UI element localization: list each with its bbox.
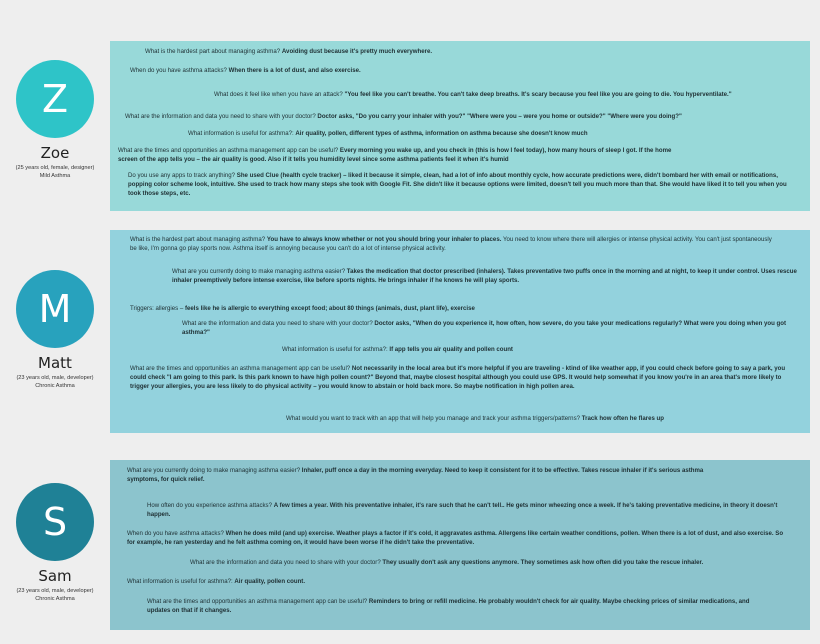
qa-item: What are the times and opportunities an asthma management app can be useful? Every morning you wake up, and you check in (this is how I feel today), how many hours of sleep I got. If the home screen of the app tells you – the air quality is good. Also if it tells you humidity level since some asthma patients feel it when it's humid — [118, 147, 672, 163]
persona-name: Sam — [38, 567, 72, 585]
qa-item: What would you want to track with an app that will help you manage and track your asthma triggers/patterns? Track how often he flares up — [286, 415, 665, 422]
persona-name: Matt — [38, 354, 72, 372]
qa-item: What are you currently doing to make managing asthma easier? Takes the medication that doctor prescribed (inhalers). Takes preventative two puffs once in the morning and at night, to keep it under control. Uses rescue inhaler preemptively before intense exercise, like before sports nights. He brings inhaler if he knows he will play sports. — [172, 268, 797, 284]
avatar: M — [16, 270, 94, 348]
interview-panel-sam — [110, 460, 810, 630]
persona-condition: Chronic Asthma — [35, 382, 75, 389]
persona-description: (25 years old, female, designer) — [15, 165, 95, 171]
qa-item: What information is useful for asthma?: Air quality, pollen, different types of asthma, information on asthma because she doesn't know much — [188, 130, 588, 137]
persona-name: Zoe — [40, 144, 70, 162]
persona-card-matt — [0, 270, 110, 390]
avatar: S — [16, 483, 94, 561]
persona-card-sam — [0, 483, 110, 603]
persona-card-zoe — [0, 60, 110, 180]
qa-item: What are the information and data you need to share with your doctor? Doctor asks, "Do you carry your inhaler with you?" "Where were you – were you home or outside?" "Where were you doing?" — [125, 113, 682, 120]
qa-item: Do you use any apps to track anything? She used Clue (health cycle tracker) – liked it because it simple, clean, had a lot of info about monthly cycle, how accurate predictions were, didn't bombard her with email or notifications, popping color scheme look, intuitive. She used to track how many steps she took with Google Fit. She didn't like it because options were limited, doesn't tell you much more than that. She would have liked it to tell you when you took those steps, etc. — [128, 172, 787, 197]
qa-item: When do you have asthma attacks? When he does mild (and up) exercise. Weather plays a factor if it's cold, it aggravates asthma. Allergens like certain weather conditions, pollen. When there is a lot of dust, and also exercise. So for example, he ran yesterday and he felt asthma coming on, it would have been worse if he didn't take the preventative. — [127, 530, 784, 546]
persona-description: (23 years old, male, developer) — [16, 375, 94, 381]
interview-panel-zoe — [110, 41, 810, 211]
persona-condition: Mild Asthma — [39, 172, 71, 179]
qa-item: What are you currently doing to make managing asthma easier? Inhaler, puff once a day in the morning everyday. Need to keep it consistent for it to be effective. Takes rescue inhaler if it's serious asthma symptoms, for quick relief. — [127, 467, 704, 483]
qa-item: How often do you experience asthma attacks? A few times a year. With his preventative inhaler, it's rare such that he can't tell.. He gets minor wheezing once a week. If he's taking preventative medicine, in theory it doesn't happen. — [147, 502, 778, 518]
persona-description: (23 years old, male, developer) — [16, 588, 94, 594]
qa-item: What information is useful for asthma?: Air quality, pollen count. — [127, 578, 306, 585]
qa-item: When do you have asthma attacks? When there is a lot of dust, and also exercise. — [130, 67, 361, 74]
qa-item: What are the times and opportunities an asthma management app can be useful? Reminders to bring or refill medicine. He probably wouldn't check for air quality. Maybe checking prices of similar medications, and updates on that if it changes. — [147, 598, 750, 614]
persona-condition: Chronic Asthma — [35, 595, 75, 602]
qa-item: What information is useful for asthma?: If app tells you air quality and pollen count — [282, 346, 513, 353]
qa-item: What are the information and data you need to share with your doctor? They usually don't ask any questions anymore. They sometimes ask how often did you take the rescue inhaler. — [190, 559, 704, 566]
qa-item: What is the hardest part about managing asthma? Avoiding dust because it's pretty much everywhere. — [145, 48, 433, 55]
qa-item: Triggers: allergies – feels like he is allergic to everything except food; about 80 things (animals, dust, plant life), exercise — [130, 305, 475, 312]
interview-panel-matt — [110, 230, 810, 433]
qa-item: What are the information and data you need to share with your doctor? Doctor asks, "When do you experience it, how often, how severe, do you take your medications regularly? What were you doing when you got asthma?" — [182, 320, 786, 336]
avatar: Z — [16, 60, 94, 138]
qa-item: What is the hardest part about managing asthma? You have to always know whether or not you should bring your inhaler to places. You need to know where there will allergies or intense physical activity. You can't just spontaneously be like, I'm gonna go play sports now. Asthma itself is annoying because you can't do a lot of intense physical activity. — [130, 236, 772, 252]
qa-item: What are the times and opportunities an asthma management app can be useful? Not necessarily in the local area but it's more helpful if you are traveling - ktind of like weather app, if you could check before going to say a park, you could check "I am going to this park. Is this park known to have high pollen count?" Beyond that, maybe closest hospital although you could use GPS. It would help somewhat if you know you're in an area that's more likely to trigger your allergies, you are less likely to do physical activity – you would know to abstain or hold back more. So maybe notification in high pollen area. — [130, 365, 786, 390]
qa-item: What does it feel like when you have an attack? "You feel like you can't breathe. You can't take deep breaths. It's scary because you feel like you are going to die. You hyperventilate." — [214, 91, 732, 98]
